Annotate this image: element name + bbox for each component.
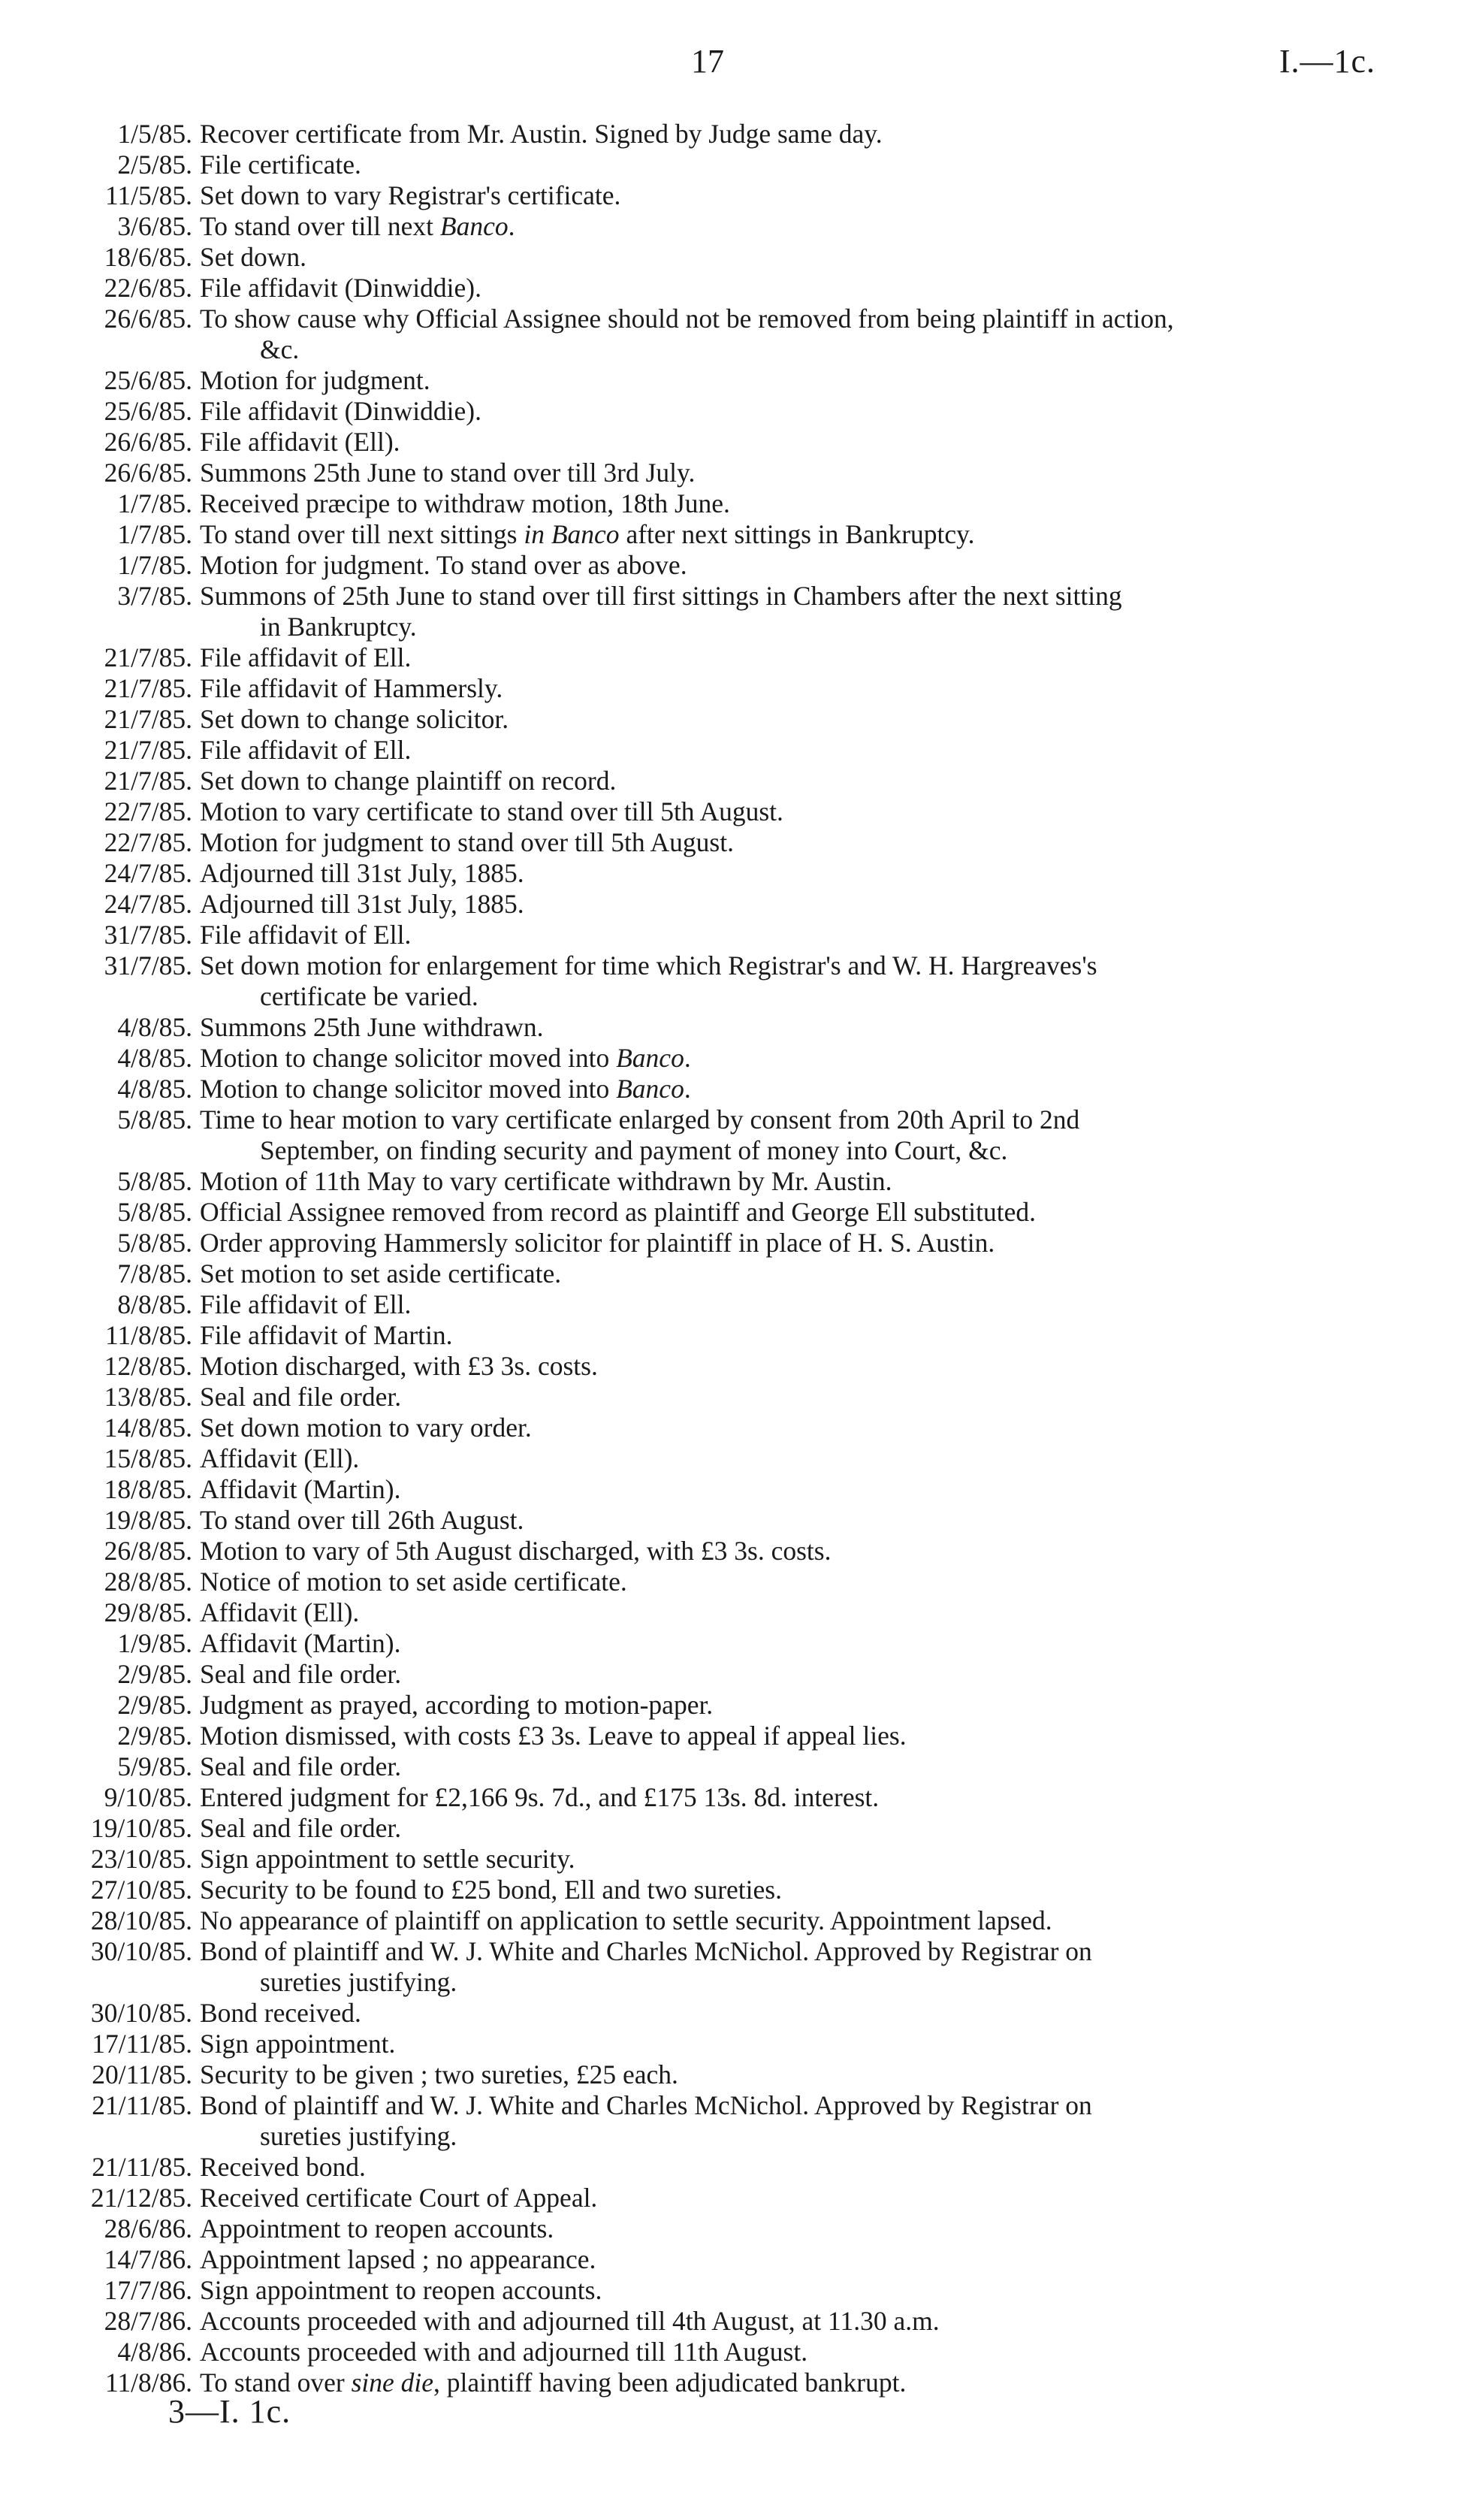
entry-text-main: Appointment to reopen accounts. (200, 2213, 554, 2244)
entry-date: 1/7/85. (117, 519, 192, 549)
entry-text-main: File affidavit of Hammersly. (200, 673, 503, 703)
entry-date: 5/8/85. (117, 1104, 192, 1135)
entry-text-main: Motion to change solicitor moved into (200, 1043, 617, 1073)
entry-date: 28/6/86. (104, 2213, 192, 2244)
entry-text-main: Seal and file order. (200, 1751, 402, 1781)
entry-date: 9/10/85. (104, 1782, 192, 1812)
docket-entry (0, 396, 1473, 427)
entry-text-main: Received bond. (200, 2152, 366, 2182)
docket-entry (0, 2183, 1473, 2213)
entry-text (192, 273, 1393, 304)
entry-date: 21/11/85. (92, 2090, 192, 2120)
entry-text-main: Motion to vary certificate to stand over till 5th August. (200, 796, 783, 826)
entry-text-main: Affidavit (Ell). (200, 1597, 360, 1627)
entry-date: 19/10/85. (90, 1813, 192, 1843)
entry-text-main: File affidavit of Ell. (200, 735, 412, 765)
entry-date: 11/8/86. (104, 2367, 192, 2398)
docket-entry (0, 1197, 1473, 1228)
entry-text-main: Received certificate Court of Appeal. (200, 2183, 598, 2213)
entry-text (192, 1043, 1393, 1074)
entry-text-main: File affidavit of Ell. (200, 642, 412, 672)
entry-text (192, 2152, 1393, 2183)
entry-text-italic: Banco (616, 1074, 684, 1104)
docket-entry (0, 273, 1473, 304)
entry-date: 21/7/85. (104, 642, 192, 672)
entry-text-main: Security to be given ; two sureties, £25 each. (200, 2059, 678, 2089)
entry-text-main: Set down to vary Registrar's certificate. (200, 180, 621, 210)
docket-entry (0, 827, 1473, 858)
entry-text (192, 2275, 1393, 2306)
entry-text-main: To show cause why Official Assignee should not be removed from being plaintiff in action, (200, 304, 1174, 334)
docket-entry (0, 1875, 1473, 1905)
entry-date: 1/7/85. (117, 488, 192, 518)
entry-text (192, 1936, 1393, 1998)
entry-text (192, 427, 1393, 458)
entry-text (192, 1844, 1393, 1875)
entry-text-main: Motion for judgment to stand over till 5th August. (200, 827, 734, 857)
docket-entry (0, 1844, 1473, 1875)
docket-entry (0, 2152, 1473, 2183)
docket-entry (0, 304, 1473, 365)
entry-text-main: Order approving Hammersly solicitor for plaintiff in place of H. S. Austin. (200, 1228, 995, 1258)
docket-entry (0, 180, 1473, 211)
entry-text-continuation: in Bankruptcy. (260, 612, 417, 642)
entry-text-main: Recover certificate from Mr. Austin. Signed by Judge same day. (200, 119, 883, 149)
entry-date: 31/7/85. (104, 920, 192, 950)
entry-text (192, 766, 1393, 796)
entry-text-main: File affidavit (Dinwiddie). (200, 396, 481, 426)
entry-text (192, 119, 1393, 150)
entry-text (192, 2337, 1393, 2367)
entry-text-main: Adjourned till 31st July, 1885. (200, 889, 524, 919)
entry-text-main: Judgment as prayed, according to motion-paper. (200, 1690, 714, 1720)
entry-text-italic: sine die (351, 2367, 434, 2398)
docket-entry (0, 1505, 1473, 1536)
entry-text (192, 581, 1393, 642)
entry-text (192, 1320, 1393, 1351)
entry-date: 12/8/85. (104, 1351, 192, 1381)
entry-text (192, 242, 1393, 273)
docket-entry (0, 1166, 1473, 1197)
docket-entry (0, 1690, 1473, 1721)
entry-date: 29/8/85. (104, 1597, 192, 1627)
entry-text (192, 211, 1393, 242)
entry-text-main: Seal and file order. (200, 1659, 402, 1689)
docket-entry (0, 889, 1473, 920)
entry-text-main: File certificate. (200, 150, 361, 180)
entry-text (192, 1721, 1393, 1751)
entry-date: 7/8/85. (117, 1258, 192, 1289)
entry-date: 21/7/85. (104, 766, 192, 796)
docket-entry (0, 519, 1473, 550)
entry-text-main: Appointment lapsed ; no appearance. (200, 2244, 596, 2274)
entry-date: 1/9/85. (117, 1628, 192, 1658)
entry-text-main: Affidavit (Martin). (200, 1474, 401, 1504)
entry-text-main: Motion of 11th May to vary certificate withdrawn by Mr. Austin. (200, 1166, 892, 1196)
entry-date: 25/6/85. (104, 396, 192, 426)
entry-date: 28/8/85. (104, 1567, 192, 1597)
entry-text-continuation: sureties justifying. (260, 1967, 457, 1997)
entry-text-italic: in Banco (524, 519, 620, 549)
docket-entry (0, 704, 1473, 735)
entry-date: 30/10/85. (90, 1936, 192, 1966)
entry-text (192, 1998, 1393, 2029)
docket-entry (0, 242, 1473, 273)
entry-text-main: Bond of plaintiff and W. J. White and Charles McNichol. Approved by Registrar on (200, 1936, 1092, 1966)
docket-entry (0, 1628, 1473, 1659)
page-number: 17 (691, 43, 724, 80)
docket-entry (0, 642, 1473, 673)
entry-text-main: File affidavit (Ell). (200, 427, 400, 457)
entry-text (192, 920, 1393, 950)
entry-text-main: Seal and file order. (200, 1382, 402, 1412)
entry-date: 4/8/86. (117, 2337, 192, 2367)
entry-text (192, 1813, 1393, 1844)
docket-entry (0, 950, 1473, 1012)
docket-entry (0, 1905, 1473, 1936)
docket-entry (0, 920, 1473, 950)
entry-date: 17/11/85. (92, 2029, 192, 2059)
entry-date: 3/6/85. (117, 211, 192, 241)
entry-text (192, 1197, 1393, 1228)
entry-text-main: Security to be found to £25 bond, Ell and two sureties. (200, 1875, 782, 1905)
docket-entry (0, 735, 1473, 766)
entry-text (192, 704, 1393, 735)
entry-text (192, 2213, 1393, 2244)
docket-entry (0, 2029, 1473, 2059)
entry-date: 26/6/85. (104, 427, 192, 457)
docket-entry (0, 1936, 1473, 1998)
entry-text (192, 858, 1393, 889)
entry-date: 2/5/85. (117, 150, 192, 180)
docket-entry (0, 1782, 1473, 1813)
entry-text-after: . (684, 1074, 691, 1104)
entry-date: 21/7/85. (104, 735, 192, 765)
entry-text (192, 1751, 1393, 1782)
entry-date: 21/11/85. (92, 2152, 192, 2182)
entry-date: 24/7/85. (104, 858, 192, 888)
entry-text-after: , plaintiff having been adjudicated bankrupt. (433, 2367, 907, 2398)
entry-date: 5/8/85. (117, 1166, 192, 1196)
entry-text-main: Bond received. (200, 1998, 361, 2028)
docket-entry (0, 2244, 1473, 2275)
docket-entry (0, 458, 1473, 488)
entry-text-main: To stand over till 26th August. (200, 1505, 524, 1535)
entry-date: 21/12/85. (90, 2183, 192, 2213)
entry-date: 19/8/85. (104, 1505, 192, 1535)
docket-entry (0, 2213, 1473, 2244)
entry-text-main: To stand over till next (200, 211, 440, 241)
entry-text-main: File affidavit of Martin. (200, 1320, 453, 1350)
entry-text-main: Summons 25th June to stand over till 3rd July. (200, 458, 696, 488)
entry-date: 23/10/85. (90, 1844, 192, 1874)
docket-entry (0, 1813, 1473, 1844)
entry-text-main: Sign appointment. (200, 2029, 396, 2059)
entry-text (192, 1074, 1393, 1104)
entry-text-main: Received præcipe to withdraw motion, 18th June. (200, 488, 730, 518)
entry-text-main: Motion dismissed, with costs £3 3s. Leave to appeal if appeal lies. (200, 1721, 907, 1751)
entry-text (192, 642, 1393, 673)
entry-text-continuation: sureties justifying. (260, 2121, 457, 2151)
entry-text-main: Set down. (200, 242, 306, 272)
docket-entry (0, 858, 1473, 889)
entry-date: 24/7/85. (104, 889, 192, 919)
entry-text (192, 1258, 1393, 1289)
entry-text (192, 2090, 1393, 2152)
entry-text (192, 1567, 1393, 1597)
docket-entry (0, 119, 1473, 150)
entry-text (192, 950, 1393, 1012)
entry-date: 11/8/85. (104, 1320, 192, 1350)
docket-entry (0, 796, 1473, 827)
entry-text (192, 1382, 1393, 1413)
docket-entry (0, 550, 1473, 581)
docket-entry (0, 488, 1473, 519)
entry-text (192, 458, 1393, 488)
entry-text (192, 1536, 1393, 1567)
entry-date: 18/8/85. (104, 1474, 192, 1504)
docket-entry (0, 1597, 1473, 1628)
entry-text (192, 2367, 1393, 2398)
entry-date: 31/7/85. (104, 950, 192, 981)
entry-date: 1/7/85. (117, 550, 192, 580)
entry-date: 5/9/85. (117, 1751, 192, 1781)
docket-entry (0, 1751, 1473, 1782)
entry-text-after: after next sittings in Bankruptcy. (619, 519, 975, 549)
entry-text-continuation: certificate be varied. (260, 981, 478, 1011)
entry-text-main: Accounts proceeded with and adjourned till 11th August. (200, 2337, 808, 2367)
entry-text-italic: Banco (439, 211, 509, 241)
entry-date: 4/8/85. (117, 1012, 192, 1042)
entry-text-main: Motion for judgment. To stand over as above. (200, 550, 687, 580)
entry-text-main: Affidavit (Ell). (200, 1443, 360, 1473)
entry-text-main: To stand over till next sittings (200, 519, 524, 549)
entry-text-main: File affidavit (Dinwiddie). (200, 273, 481, 303)
entry-date: 20/11/85. (92, 2059, 192, 2089)
entry-text (192, 1289, 1393, 1320)
docket-entry (0, 1289, 1473, 1320)
docket-entry (0, 1474, 1473, 1505)
entry-text (192, 673, 1393, 704)
entry-date: 21/7/85. (104, 704, 192, 734)
entry-date: 18/6/85. (104, 242, 192, 272)
entry-date: 14/8/85. (104, 1413, 192, 1443)
entry-date: 26/8/85. (104, 1536, 192, 1566)
entry-text (192, 889, 1393, 920)
entry-date: 27/10/85. (90, 1875, 192, 1905)
entry-text-main: Motion to vary of 5th August discharged, with £3 3s. costs. (200, 1536, 832, 1566)
entry-date: 2/9/85. (117, 1690, 192, 1720)
entry-text (192, 1012, 1393, 1043)
docket-entry (0, 766, 1473, 796)
docket-entry (0, 1998, 1473, 2029)
entry-text-italic: Banco (616, 1043, 684, 1073)
docket-entry (0, 1382, 1473, 1413)
docket-entry (0, 1074, 1473, 1104)
entry-text (192, 1905, 1393, 1936)
entry-text (192, 1597, 1393, 1628)
entry-date: 28/10/85. (90, 1905, 192, 1935)
entry-text-main: Sign appointment to reopen accounts. (200, 2275, 602, 2305)
entry-text-main: File affidavit of Ell. (200, 1289, 412, 1319)
docket-entry (0, 1228, 1473, 1258)
entry-date: 2/9/85. (117, 1659, 192, 1689)
entry-date: 11/5/85. (104, 180, 192, 210)
docket-entry (0, 1104, 1473, 1166)
entry-text (192, 1505, 1393, 1536)
entry-text-main: File affidavit of Ell. (200, 920, 412, 950)
entry-date: 28/7/86. (104, 2306, 192, 2336)
docket-entry (0, 1413, 1473, 1443)
entry-date: 26/6/85. (104, 458, 192, 488)
docket-entry (0, 1443, 1473, 1474)
entry-date: 22/6/85. (104, 273, 192, 303)
entry-date: 22/7/85. (104, 796, 192, 826)
entry-text (192, 365, 1393, 396)
footer-reference: 3—I. 1c. (168, 2393, 291, 2430)
entry-text-after: . (508, 211, 515, 241)
entry-text (192, 1443, 1393, 1474)
entry-date: 4/8/85. (117, 1074, 192, 1104)
entry-text-main: Set down to change solicitor. (200, 704, 509, 734)
document-reference: I.—1c. (1279, 43, 1376, 80)
docket-entry (0, 427, 1473, 458)
entry-date: 5/8/85. (117, 1228, 192, 1258)
entry-text (192, 1166, 1393, 1197)
entry-date: 13/8/85. (104, 1382, 192, 1412)
entry-text-main: Motion discharged, with £3 3s. costs. (200, 1351, 598, 1381)
entry-text-main: Entered judgment for £2,166 9s. 7d., and £175 13s. 8d. interest. (200, 1782, 880, 1812)
entry-date: 17/7/86. (104, 2275, 192, 2305)
entry-date: 22/7/85. (104, 827, 192, 857)
entry-text-main: Sign appointment to settle security. (200, 1844, 575, 1874)
entry-text-main: No appearance of plaintiff on application to settle security. Appointment lapsed. (200, 1905, 1052, 1935)
docket-entry (0, 1043, 1473, 1074)
entry-text (192, 1228, 1393, 1258)
entry-date: 4/8/85. (117, 1043, 192, 1073)
entry-text-main: Affidavit (Martin). (200, 1628, 401, 1658)
entry-text (192, 2244, 1393, 2275)
entry-text (192, 180, 1393, 211)
entry-text (192, 396, 1393, 427)
entry-text-main: Summons of 25th June to stand over till first sittings in Chambers after the next sitting (200, 581, 1122, 611)
entry-text-main: Motion for judgment. (200, 365, 430, 395)
entry-text (192, 2059, 1393, 2090)
entry-date: 30/10/85. (90, 1998, 192, 2028)
docket-entry (0, 150, 1473, 180)
entry-text-continuation: September, on finding security and payment of money into Court, &c. (260, 1135, 1008, 1165)
docket-entry (0, 2059, 1473, 2090)
entry-text (192, 304, 1393, 365)
entry-text (192, 1413, 1393, 1443)
entry-text (192, 1474, 1393, 1505)
entry-text-main: Motion to change solicitor moved into (200, 1074, 617, 1104)
entry-text-main: Set down motion to vary order. (200, 1413, 532, 1443)
entry-text (192, 2306, 1393, 2337)
docket-entry (0, 1258, 1473, 1289)
entry-text (192, 550, 1393, 581)
docket-entry (0, 1351, 1473, 1382)
entry-text (192, 796, 1393, 827)
entry-date: 14/7/86. (104, 2244, 192, 2274)
docket-entry (0, 1536, 1473, 1567)
docket-entry (0, 1659, 1473, 1690)
entry-text-main: Bond of plaintiff and W. J. White and Charles McNichol. Approved by Registrar on (200, 2090, 1092, 2120)
entry-date: 5/8/85. (117, 1197, 192, 1227)
entry-text (192, 1659, 1393, 1690)
docket-entry (0, 1320, 1473, 1351)
docket-entry (0, 365, 1473, 396)
entry-text-main: Time to hear motion to vary certificate enlarged by consent from 20th April to 2nd (200, 1104, 1080, 1135)
entry-text (192, 2183, 1393, 2213)
entry-text (192, 827, 1393, 858)
entry-text (192, 1628, 1393, 1659)
entry-date: 3/7/85. (117, 581, 192, 611)
entry-text-after: . (684, 1043, 691, 1073)
entry-text (192, 1875, 1393, 1905)
entry-date: 26/6/85. (104, 304, 192, 334)
entry-text (192, 488, 1393, 519)
entry-text (192, 735, 1393, 766)
entry-text (192, 1690, 1393, 1721)
entry-text (192, 1782, 1393, 1813)
docket-entry (0, 2306, 1473, 2337)
docket-entry (0, 211, 1473, 242)
docket-entry (0, 1012, 1473, 1043)
docket-entry (0, 2275, 1473, 2306)
entry-date: 2/9/85. (117, 1721, 192, 1751)
entry-text (192, 2029, 1393, 2059)
entry-text-main: Notice of motion to set aside certificate. (200, 1567, 627, 1597)
entry-text-continuation: &c. (260, 334, 300, 364)
entry-date: 8/8/85. (117, 1289, 192, 1319)
entry-text-main: Accounts proceeded with and adjourned till 4th August, at 11.30 a.m. (200, 2306, 940, 2336)
entry-list (0, 119, 1473, 2398)
entry-text-main: Set motion to set aside certificate. (200, 1258, 562, 1289)
docket-entry (0, 1721, 1473, 1751)
entry-text-main: Adjourned till 31st July, 1885. (200, 858, 524, 888)
entry-text (192, 150, 1393, 180)
entry-date: 15/8/85. (104, 1443, 192, 1473)
entry-text-main: Official Assignee removed from record as plaintiff and George Ell substituted. (200, 1197, 1037, 1227)
entry-text-main: Summons 25th June withdrawn. (200, 1012, 544, 1042)
entry-text (192, 1104, 1393, 1166)
entry-text (192, 519, 1393, 550)
docket-entry (0, 2337, 1473, 2367)
entry-text (192, 1351, 1393, 1382)
docket-entry (0, 1567, 1473, 1597)
docket-entry (0, 581, 1473, 642)
entry-text-main: Set down motion for enlargement for time which Registrar's and W. H. Hargreaves's (200, 950, 1097, 981)
entry-text-main: Set down to change plaintiff on record. (200, 766, 617, 796)
entry-text-main: Seal and file order. (200, 1813, 402, 1843)
docket-entry (0, 2090, 1473, 2152)
entry-date: 25/6/85. (104, 365, 192, 395)
entry-text-main: To stand over (200, 2367, 352, 2398)
entry-date: 1/5/85. (117, 119, 192, 149)
entry-date: 21/7/85. (104, 673, 192, 703)
docket-entry (0, 673, 1473, 704)
